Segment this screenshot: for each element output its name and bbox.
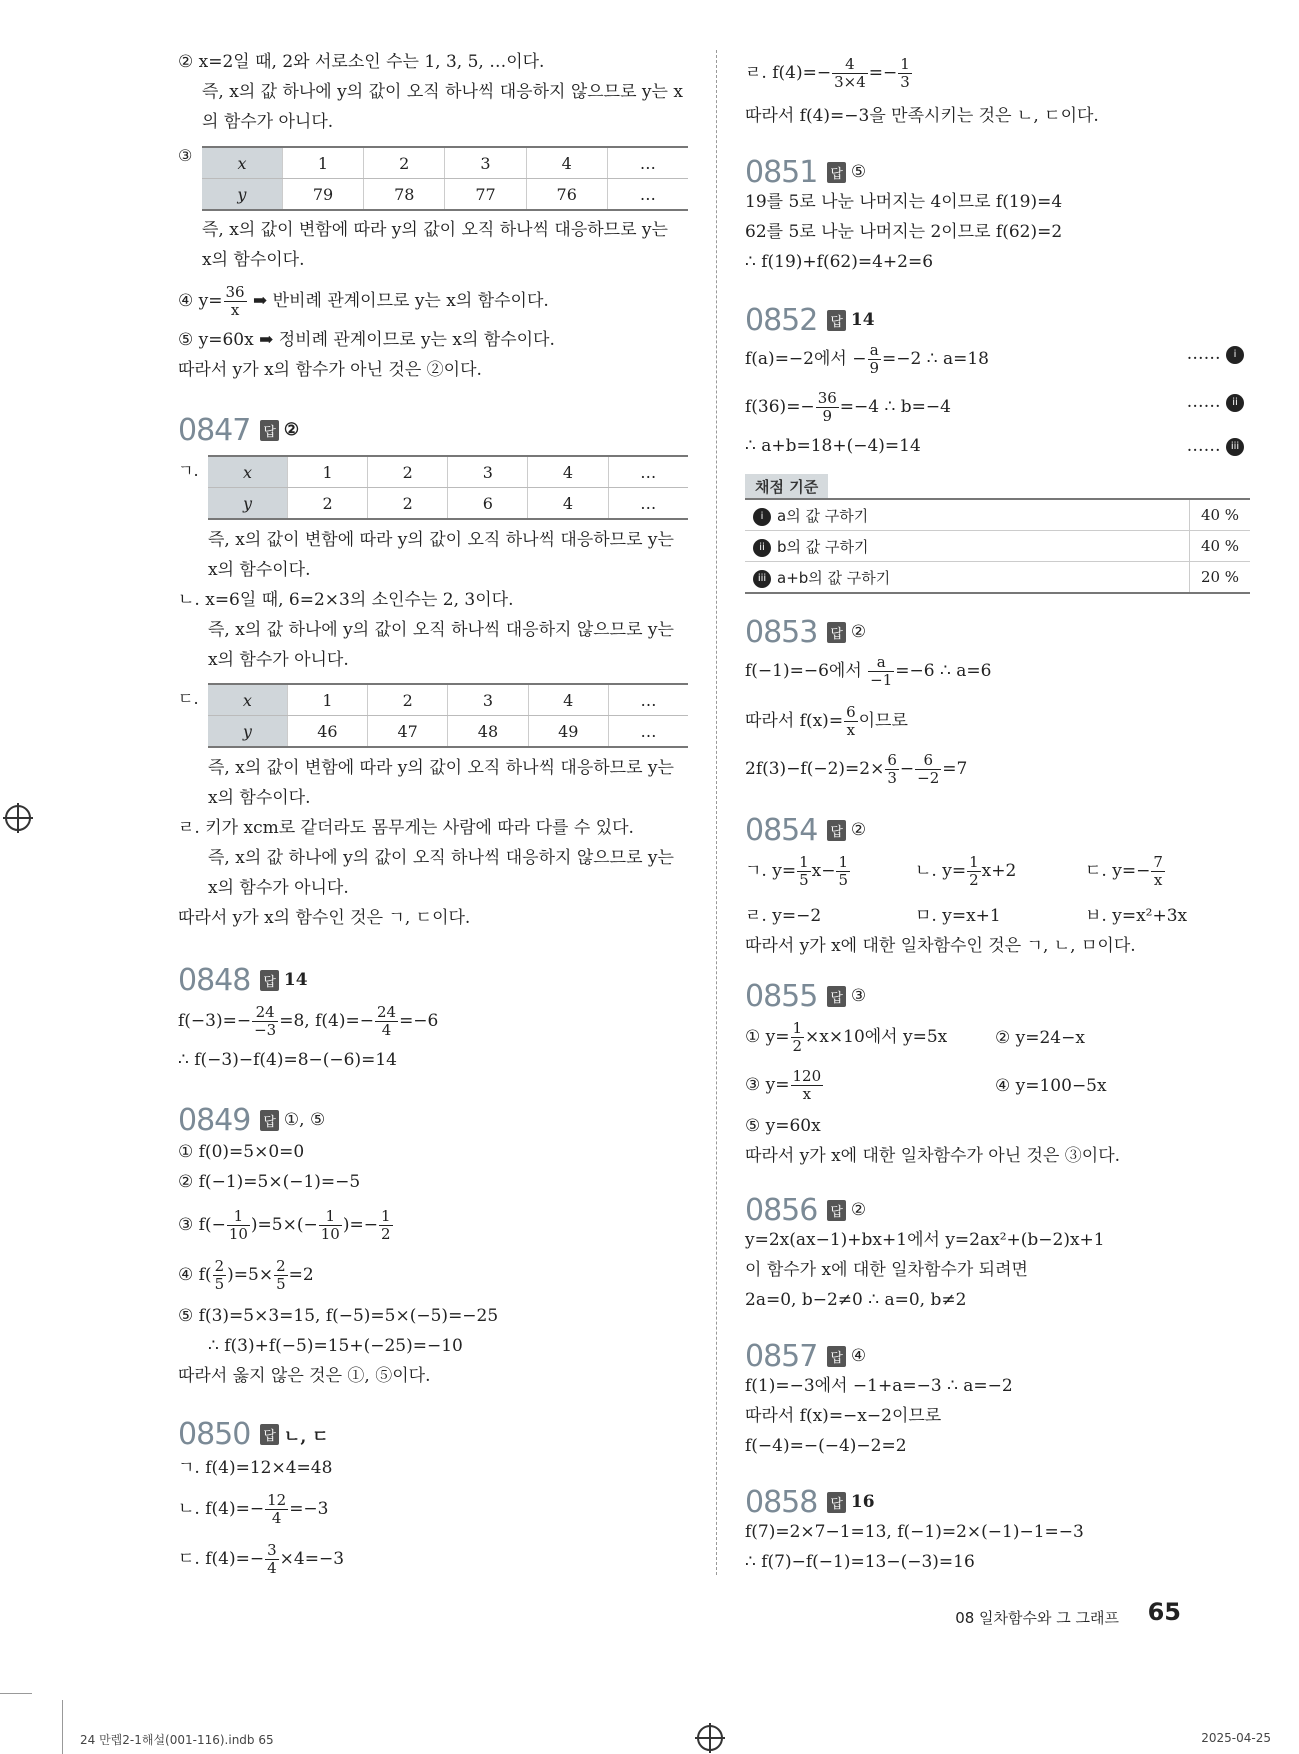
answer-badge: 답	[827, 820, 846, 841]
text-line: ② x=2일 때, 2와 서로소인 수는 1, 3, 5, …이다.	[178, 52, 545, 72]
text-line: ㄱ. f(4)=12×4=48	[178, 1458, 333, 1478]
table-cell: …	[607, 179, 688, 211]
text-line: f(−4)=−(−4)−2=2	[745, 1436, 907, 1456]
item-mark: ㄷ.	[178, 689, 199, 708]
text-line: ∴ f(−3)−f(4)=8−(−6)=14	[178, 1050, 397, 1070]
problem-header	[178, 1102, 325, 1138]
answer-badge: 답	[260, 420, 279, 441]
answer-value: ③	[850, 986, 867, 1006]
text-line: 즉, x의 값이 변함에 따라 y의 값이 오직 하나씩 대응하므로 y는	[208, 530, 674, 550]
text-line: 따라서 y가 x의 함수가 아닌 것은 ②이다.	[178, 360, 482, 380]
table-cell: 1	[287, 684, 367, 716]
step-marker: iii	[753, 570, 771, 588]
text-line: 의 함수가 아니다.	[202, 112, 334, 132]
table-row	[208, 684, 688, 716]
table-cell: 1	[288, 456, 368, 488]
print-date: 2025-04-25	[1201, 1731, 1271, 1745]
problem-header	[745, 302, 875, 338]
table-cell: 48	[448, 716, 528, 748]
problem-number: 0853	[745, 614, 818, 650]
step-marker: i	[753, 508, 771, 526]
text-line: 즉, x의 값 하나에 y의 값이 오직 하나씩 대응하지 않으므로 y는	[208, 620, 674, 640]
table-cell: 77	[445, 179, 526, 211]
text-line: ∴ f(3)+f(−5)=15+(−25)=−10	[208, 1336, 463, 1356]
answer-badge: 답	[260, 970, 279, 991]
text-line: f(a)=−2에서 − $\frac{a}{9}$ =−2 ∴ a=18 …… i	[745, 342, 1250, 377]
answer-value: ②	[850, 1200, 867, 1220]
problem-header	[745, 1192, 866, 1228]
text-line: 즉, x의 값 하나에 y의 값이 오직 하나씩 대응하지 않으므로 y는	[208, 848, 674, 868]
text-line: ③ f(− $\frac{1}{10}$ )=5×(− $\frac{1}{10}$ )=− $\frac{1}{2}$	[178, 1207, 391, 1243]
text-line: ∴ f(7)−f(−1)=13−(−3)=16	[745, 1552, 975, 1572]
answer-badge: 답	[827, 162, 846, 183]
table-row: ii b의 값 구하기 40 %	[745, 531, 1250, 562]
problem-number: 0849	[178, 1102, 251, 1138]
text-line: 따라서 f(x)=−x−2이므로	[745, 1406, 942, 1426]
text-line: x의 함수이다.	[208, 560, 311, 580]
text-line: ㅂ. y=x²+3x	[1085, 906, 1188, 926]
problem-number: 0858	[745, 1484, 818, 1520]
problem-header	[745, 812, 866, 848]
text-line: ② y=24−x	[995, 1028, 1085, 1048]
table-cell: 1	[282, 147, 363, 179]
text-line: f(1)=−3에서 −1+a=−3 ∴ a=−2	[745, 1376, 1013, 1396]
table-cell: y	[208, 716, 287, 748]
table-cell: x	[208, 684, 287, 716]
text-line: ⑤ y=60x ➡ 정비례 관계이므로 y는 x의 함수이다.	[178, 330, 555, 350]
table-cell: 47	[368, 716, 448, 748]
answer-badge: 답	[827, 310, 846, 331]
answer-value: ②	[283, 420, 300, 440]
step-marker: iii	[1226, 438, 1244, 456]
text-line: 즉, x의 값이 변함에 따라 y의 값이 오직 하나씩 대응하므로 y는	[202, 220, 668, 240]
text-line: 19를 5로 나눈 나머지는 4이므로 f(19)=4	[745, 192, 1063, 212]
problem-number: 0854	[745, 812, 818, 848]
table-row: i a의 값 구하기 40 %	[745, 499, 1250, 531]
text-line: ㅁ. y=x+1	[915, 906, 1001, 926]
crop-line	[0, 1693, 32, 1694]
answer-badge: 답	[260, 1424, 279, 1445]
page-number: 65	[1147, 1598, 1181, 1626]
xy-table	[208, 455, 688, 520]
table-cell: 4	[526, 147, 607, 179]
step-marker: ii	[1226, 394, 1244, 412]
text-line: f(36)=− $\frac{36}{9}$ =−4 ∴ b=−4 …… ii	[745, 390, 1250, 425]
grading-criteria-table	[745, 498, 1250, 594]
crop-line	[62, 1700, 63, 1754]
table-cell: 6	[448, 488, 528, 520]
text-line: f(−1)=−6에서 $\frac{a}{-1}$ =−6 ∴ a=6	[745, 653, 992, 689]
table-row	[208, 716, 688, 748]
text-line: 즉, x의 값 하나에 y의 값이 오직 하나씩 대응하지 않으므로 y는 x	[202, 82, 683, 102]
table-cell: 3	[445, 147, 526, 179]
xy-table	[208, 683, 688, 748]
text-line: x의 함수이다.	[202, 250, 305, 270]
problem-header	[745, 614, 866, 650]
text-line: ㄴ. x=6일 때, 6=2×3의 소인수는 2, 3이다.	[178, 590, 514, 610]
text-line: ㄹ. 키가 xcm로 같더라도 몸무게는 사람에 따라 다를 수 있다.	[178, 818, 634, 838]
table-cell: 2	[364, 147, 445, 179]
table-cell: 2	[288, 488, 368, 520]
text-line: 2a=0, b−2≠0 ∴ a=0, b≠2	[745, 1290, 967, 1310]
answer-value: 14	[283, 970, 308, 990]
table-row	[208, 488, 688, 520]
item-mark: ③	[178, 146, 193, 165]
problem-number: 0851	[745, 154, 818, 190]
answer-value: 16	[850, 1492, 875, 1512]
text-line: 따라서 y가 x의 함수인 것은 ㄱ, ㄷ이다.	[178, 908, 471, 928]
text-line: ③ y= $\frac{120}{x}$	[745, 1067, 822, 1103]
table-cell: 2	[368, 456, 448, 488]
answer-badge: 답	[827, 1346, 846, 1367]
text-line: f(−3)=− $\frac{24}{-3}$ =8, f(4)=− $\frac{24}{4}$ =−6	[178, 1003, 439, 1039]
problem-header	[745, 154, 866, 190]
text-line: y=2x(ax−1)+bx+1에서 y=2ax²+(b−2)x+1	[745, 1230, 1105, 1250]
text-line: ㄹ. f(4)=− $\frac{4}{3\times 4}$ =− $\frac{1}{3}$	[745, 55, 910, 91]
answer-value: ⑤	[850, 162, 867, 182]
table-cell: y	[208, 488, 288, 520]
answer-value: ④	[850, 1346, 867, 1366]
table-cell: 4	[528, 684, 608, 716]
problem-header	[745, 978, 866, 1014]
step-marker: ii	[753, 539, 771, 557]
file-info: 24 만렙2-1해설(001-116).indb 65	[80, 1733, 274, 1747]
table-cell: x	[202, 147, 282, 179]
problem-header	[178, 412, 299, 448]
table-row	[202, 147, 688, 179]
table-row: iii a+b의 값 구하기 20 %	[745, 562, 1250, 594]
text-line: ④ f( $\frac{2}{5}$ )=5× $\frac{2}{5}$ =2	[178, 1257, 314, 1293]
table-row	[208, 456, 688, 488]
answer-badge: 답	[827, 622, 846, 643]
table-cell: …	[608, 684, 688, 716]
table-cell: 4	[528, 488, 608, 520]
text-line: 따라서 옳지 않은 것은 ①, ⑤이다.	[178, 1366, 431, 1386]
table-cell: …	[608, 716, 688, 748]
problem-number: 0850	[178, 1416, 251, 1452]
table-cell: 2	[368, 488, 448, 520]
table-cell: 79	[282, 179, 363, 211]
text-line: ① f(0)=5×0=0	[178, 1142, 305, 1162]
text-line: ㄹ. y=−2	[745, 906, 822, 926]
text-line: 따라서 y가 x에 대한 일차함수인 것은 ㄱ, ㄴ, ㅁ이다.	[745, 936, 1136, 956]
answer-badge: 답	[827, 1492, 846, 1513]
problem-number: 0852	[745, 302, 818, 338]
text-line: ∴ a+b=18+(−4)=14 …… iii	[745, 434, 1250, 458]
text-line: 62를 5로 나눈 나머지는 2이므로 f(62)=2	[745, 222, 1063, 242]
table-cell: 46	[287, 716, 367, 748]
table-cell: 78	[364, 179, 445, 211]
text-line: f(7)=2×7−1=13, f(−1)=2×(−1)−1=−3	[745, 1522, 1084, 1542]
table-cell: 2	[368, 684, 448, 716]
answer-value: 14	[850, 310, 875, 330]
text-line: ④ y= $\frac{36}{x}$ ➡ 반비례 관계이므로 y는 x의 함수이다.	[178, 283, 549, 319]
problem-header	[745, 1484, 875, 1520]
table-cell: 40 %	[1190, 531, 1251, 562]
answer-value: ㄴ, ㄷ	[283, 1426, 329, 1447]
table-cell: y	[202, 179, 282, 211]
text-line: ∴ f(19)+f(62)=4+2=6	[745, 252, 934, 272]
text-line: 즉, x의 값이 변함에 따라 y의 값이 오직 하나씩 대응하므로 y는	[208, 758, 674, 778]
problem-header	[178, 962, 308, 998]
problem-number: 0848	[178, 962, 251, 998]
table-cell: 3	[448, 456, 528, 488]
item-mark: ㄱ.	[178, 461, 199, 480]
problem-header	[178, 1416, 329, 1452]
text-line: x의 함수가 아니다.	[208, 878, 349, 898]
text-line: x의 함수가 아니다.	[208, 650, 349, 670]
table-cell: …	[608, 488, 688, 520]
text-line: x의 함수이다.	[208, 788, 311, 808]
text-line: 따라서 f(x)= $\frac{6}{x}$ 이므로	[745, 703, 908, 739]
registration-mark-icon	[5, 805, 31, 831]
text-line: ② f(−1)=5×(−1)=−5	[178, 1172, 361, 1192]
text-line: 따라서 f(4)=−3을 만족시키는 것은 ㄴ, ㄷ이다.	[745, 106, 1099, 126]
table-cell: 3	[448, 684, 528, 716]
table-row	[202, 179, 688, 211]
answer-value: ②	[850, 820, 867, 840]
table-cell: 76	[526, 179, 607, 211]
table-cell: x	[208, 456, 288, 488]
table-cell: 20 %	[1190, 562, 1251, 594]
table-cell: 40 %	[1190, 499, 1251, 531]
column-divider	[716, 50, 717, 1575]
problem-header	[745, 1338, 866, 1374]
answer-badge: 답	[827, 986, 846, 1007]
text-line: 2f(3)−f(−2)=2× $\frac{6}{3}$ − $\frac{6}{-2}$ =7	[745, 751, 968, 787]
text-line: ④ y=100−5x	[995, 1076, 1107, 1096]
table-cell: 49	[528, 716, 608, 748]
xy-table	[202, 146, 688, 211]
table-cell: 4	[528, 456, 608, 488]
text-line: 따라서 y가 x에 대한 일차함수가 아닌 것은 ③이다.	[745, 1146, 1121, 1166]
chapter-title: 08 일차함수와 그 그래프	[955, 1609, 1119, 1627]
text-line: ⑤ f(3)=5×3=15, f(−5)=5×(−5)=−25	[178, 1306, 499, 1326]
registration-mark-icon	[697, 1725, 723, 1751]
text-line: 이 함수가 x에 대한 일차함수가 되려면	[745, 1260, 1028, 1280]
problem-number: 0847	[178, 412, 251, 448]
problem-number: 0856	[745, 1192, 818, 1228]
answer-value: ①, ⑤	[283, 1110, 326, 1130]
answer-value: ②	[850, 622, 867, 642]
table-cell: …	[607, 147, 688, 179]
text-line: ㄴ. f(4)=− $\frac{12}{4}$ =−3	[178, 1491, 329, 1527]
grading-criteria-title: 채점 기준	[745, 474, 828, 499]
table-cell: …	[608, 456, 688, 488]
text-line: ㄱ. y= $\frac{1}{5}$ x− $\frac{1}{5}$	[745, 853, 849, 889]
answer-badge: 답	[260, 1110, 279, 1131]
text-line: ㄴ. y= $\frac{1}{2}$ x+2	[915, 853, 1017, 889]
problem-number: 0857	[745, 1338, 818, 1374]
problem-number: 0855	[745, 978, 818, 1014]
text-line: ㄷ. f(4)=− $\frac{3}{4}$ ×4=−3	[178, 1541, 345, 1577]
step-marker: i	[1226, 346, 1244, 364]
text-line: ㄷ. y=− $\frac{7}{x}$	[1085, 853, 1163, 889]
text-line: ① y= $\frac{1}{2}$ ×x×10에서 y=5x	[745, 1019, 948, 1055]
text-line: ⑤ y=60x	[745, 1116, 821, 1136]
answer-badge: 답	[827, 1200, 846, 1221]
